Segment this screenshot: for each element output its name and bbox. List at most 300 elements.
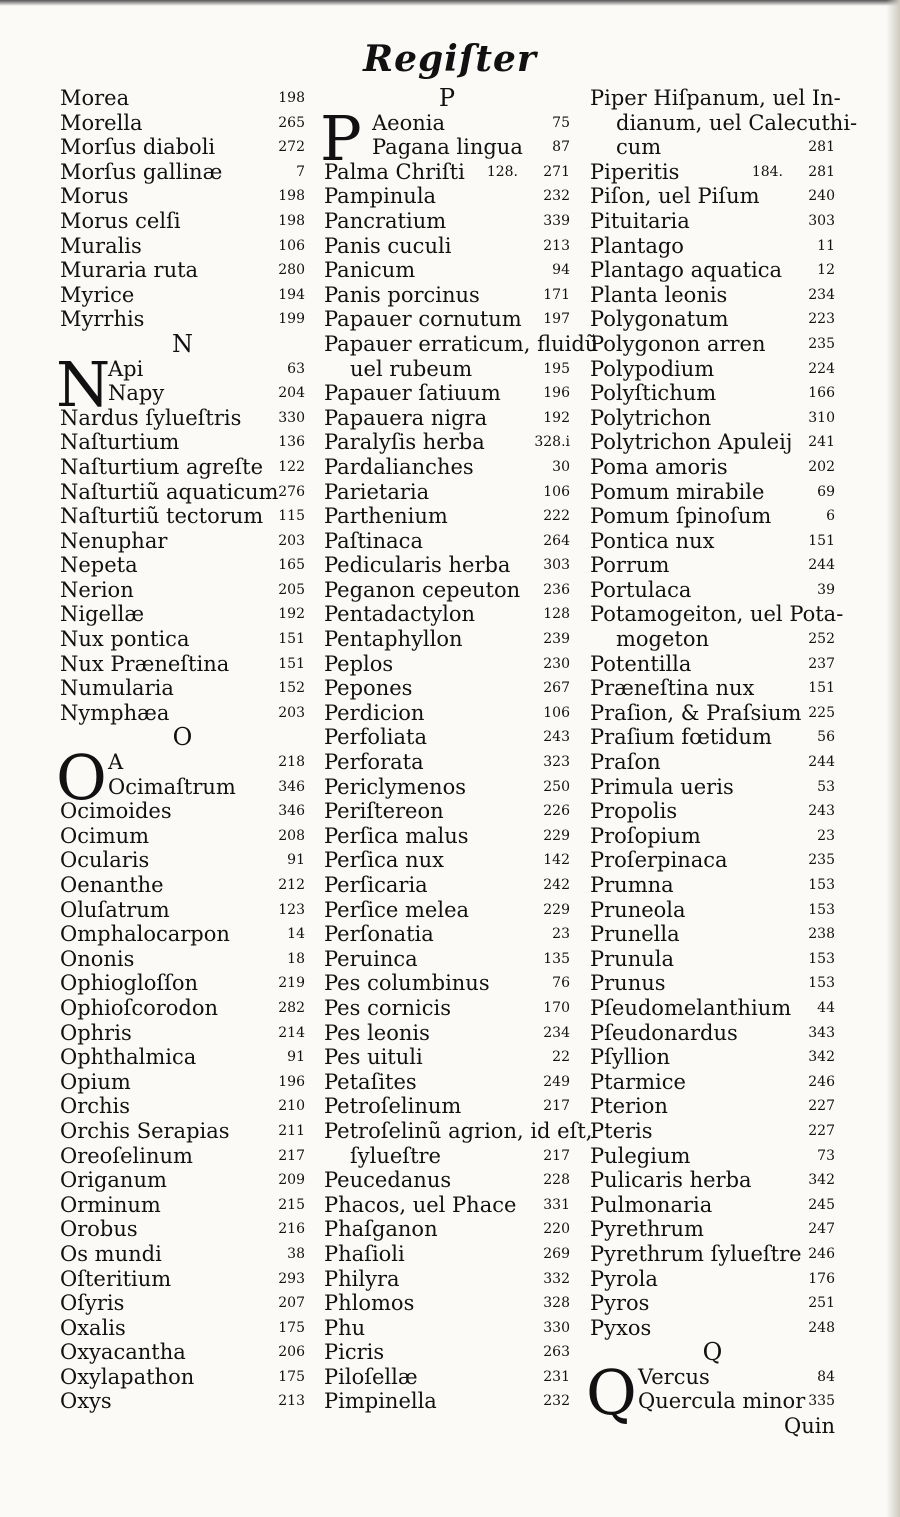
entry-page-number: 196 <box>278 1073 305 1090</box>
index-entry <box>324 504 570 529</box>
entry-name: Poma amoris <box>590 454 728 479</box>
entry-page-number: 203 <box>278 532 305 549</box>
entry-page-number: 230 <box>543 655 570 672</box>
index-entry <box>590 1021 835 1046</box>
index-entry <box>324 553 570 578</box>
index-entry <box>60 160 305 185</box>
entry-name: Oxyacantha <box>60 1340 186 1365</box>
index-entry <box>590 848 835 873</box>
index-entry <box>324 480 570 505</box>
entry-name: Plantago <box>590 233 684 258</box>
index-entry <box>60 1316 305 1341</box>
entry-name: Piſon, uel Piſum <box>590 184 760 209</box>
index-entry <box>60 480 305 505</box>
column-1 <box>56 86 305 1414</box>
entry-name: dianum, uel Calecuthi- <box>616 110 858 135</box>
index-entry <box>590 1217 835 1242</box>
index-entry <box>60 1389 305 1414</box>
index-entry <box>60 971 305 996</box>
entry-name: Prumna <box>590 873 674 897</box>
entry-page-number: 198 <box>278 212 305 229</box>
entry-name: Philyra <box>324 1266 400 1291</box>
entry-name: Morſus gallinæ <box>60 159 223 184</box>
entry-name: Pulegium <box>590 1143 691 1168</box>
index-entry <box>324 1217 570 1242</box>
entry-name: Papauer ſatiuum <box>324 381 501 406</box>
entry-page-number: 232 <box>543 188 570 205</box>
index-entry <box>324 1389 570 1414</box>
index-entry <box>324 529 570 554</box>
entry-page-number: 219 <box>278 975 305 992</box>
index-entry <box>324 1291 570 1316</box>
entry-name: Porrum <box>590 553 670 578</box>
entry-name: Petroſelinum <box>324 1094 462 1119</box>
entry-name: Perſica malus <box>324 823 469 848</box>
index-entry <box>324 922 570 947</box>
index-entry <box>324 357 570 382</box>
entry-page-number: 14 <box>287 926 305 943</box>
entry-name: Parietaria <box>324 479 430 504</box>
index-entry <box>324 898 570 923</box>
index-entry <box>590 234 835 259</box>
entry-name: Orchis <box>60 1094 131 1119</box>
entry-name: Ophiogloſſon <box>60 971 199 996</box>
entry-page-number: 206 <box>278 1344 305 1361</box>
entry-name: Os mundi <box>60 1241 162 1266</box>
index-entry <box>324 307 570 332</box>
entry-name: Pyrethrum <box>590 1217 704 1242</box>
entry-name: Picris <box>324 1340 385 1365</box>
entry-page-number: 342 <box>808 1172 835 1189</box>
index-entry <box>60 627 305 652</box>
entry-page-number: 75 <box>552 114 570 131</box>
entry-page-number: 94 <box>552 262 570 279</box>
entry-page-number: 281 <box>808 163 835 180</box>
drop-cap-p: P <box>320 101 362 175</box>
entry-name: Api <box>108 356 144 381</box>
entry-name: Nux Præneſtina <box>60 651 230 676</box>
entry-page-number: 11 <box>817 237 835 254</box>
entry-name: Panis porcinus <box>324 282 480 307</box>
entry-name: Piloſellæ <box>324 1364 418 1389</box>
index-entry <box>60 406 305 431</box>
index-entry <box>324 799 570 824</box>
entry-page-number: 53 <box>817 778 835 795</box>
index-entry <box>590 283 835 308</box>
entry-page-number: 106 <box>543 704 570 721</box>
index-entry <box>590 480 835 505</box>
entry-page-number: 22 <box>552 1049 570 1066</box>
index-entry <box>324 676 570 701</box>
entry-name: Paſtinaca <box>324 528 423 553</box>
entry-name: Oſteritium <box>60 1266 172 1291</box>
entry-page-number: 197 <box>543 311 570 328</box>
index-entry <box>324 234 570 259</box>
entry-name: Quercula minor <box>638 1389 806 1414</box>
entry-name: Planta leonis <box>590 282 728 307</box>
index-entry <box>590 1144 835 1169</box>
entry-name: Potamogeiton, uel Pota- <box>590 602 844 627</box>
catchword-row <box>590 1414 835 1439</box>
entry-name: Pteris <box>590 1118 653 1143</box>
index-entry <box>60 111 305 136</box>
page-title: Regiſter <box>363 38 537 80</box>
entry-page-number: 263 <box>543 1344 570 1361</box>
entry-page-number: 247 <box>808 1221 835 1238</box>
index-entry <box>324 1242 570 1267</box>
entry-page-number: 44 <box>817 999 835 1016</box>
entry-page-number: 91 <box>287 852 305 869</box>
index-entry <box>324 652 570 677</box>
entry-name: Ptarmice <box>590 1069 686 1094</box>
entry-page-number: 166 <box>808 385 835 402</box>
entry-name: Perforata <box>324 750 424 775</box>
index-entry <box>324 209 570 234</box>
entry-page-number: 153 <box>808 950 835 967</box>
entry-name: mogeton <box>616 627 710 652</box>
index-entry <box>60 1193 305 1218</box>
index-entry <box>324 1267 570 1292</box>
entry-page-number: 123 <box>278 901 305 918</box>
index-entry <box>590 947 835 972</box>
entry-page-number: 204 <box>278 385 305 402</box>
index-entry <box>324 1365 570 1390</box>
index-entry <box>590 455 835 480</box>
page-right-edge <box>886 0 900 1517</box>
entry-page-number: 152 <box>278 680 305 697</box>
index-entry <box>60 283 305 308</box>
entry-page-number: 63 <box>287 360 305 377</box>
entry-page-number: 176 <box>808 1270 835 1287</box>
entry-page-number: 246 <box>808 1245 835 1262</box>
entry-page-number: 224 <box>808 360 835 377</box>
entry-name: Pyrethrum ſylueſtre <box>590 1241 802 1266</box>
index-entry <box>60 234 305 259</box>
index-entry <box>324 824 570 849</box>
entry-page-number: 249 <box>543 1073 570 1090</box>
entry-name: Origanum <box>60 1168 167 1193</box>
entry-name: Peplos <box>324 651 394 676</box>
index-entry <box>324 111 570 136</box>
drop-cap-q: Q <box>586 1355 637 1429</box>
entry-page-number: 328 <box>543 1295 570 1312</box>
entry-name: Morea <box>60 86 130 110</box>
entry-name: Periclymenos <box>324 774 466 799</box>
index-entry <box>324 160 570 185</box>
entry-page-number: 12 <box>817 262 835 279</box>
entry-page-number: 220 <box>543 1221 570 1238</box>
entry-name: Pterion <box>590 1094 668 1119</box>
entry-name: Oxylapathon <box>60 1364 195 1389</box>
index-entry <box>324 1168 570 1193</box>
entry-page-number: 310 <box>808 409 835 426</box>
index-entry <box>590 529 835 554</box>
entry-page-number: 135 <box>543 950 570 967</box>
entry-name: Aeonia <box>372 110 445 135</box>
entry-page-number: 84 <box>817 1368 835 1385</box>
entry-name: Morella <box>60 110 143 135</box>
index-entry <box>60 1291 305 1316</box>
index-entry <box>590 627 835 652</box>
entry-name: Pedicularis herba <box>324 553 511 578</box>
index-entry <box>590 1094 835 1119</box>
entry-page-number: 235 <box>808 335 835 352</box>
index-entry <box>60 307 305 332</box>
index-entry <box>590 160 835 185</box>
index-entry <box>590 406 835 431</box>
index-entry <box>60 1144 305 1169</box>
entry-page-number: 246 <box>808 1073 835 1090</box>
index-entry <box>60 1340 305 1365</box>
entry-name: Ocimaſtrum <box>108 774 236 799</box>
entry-name: Panis cuculi <box>324 233 452 258</box>
entry-page-number: 237 <box>808 655 835 672</box>
entry-name: Polyſtichum <box>590 381 717 406</box>
entry-name: Oxys <box>60 1389 112 1414</box>
entry-name: Polytrichon Apuleij <box>590 430 793 455</box>
entry-name: Myrice <box>60 282 135 307</box>
index-entry <box>590 110 858 136</box>
entry-page-number: 91 <box>287 1049 305 1066</box>
entry-page-number: 198 <box>278 90 305 106</box>
entry-page-number: 242 <box>543 877 570 893</box>
entry-name: Peucedanus <box>324 1168 452 1193</box>
entry-page-number: 151 <box>278 655 305 672</box>
entry-page-number: 282 <box>278 999 305 1016</box>
entry-page-number: 243 <box>543 729 570 746</box>
entry-name: A <box>108 750 124 775</box>
index-entry <box>590 357 835 382</box>
entry-name: Papauer erraticum, fluidũ <box>324 331 599 356</box>
entry-name: Pampinula <box>324 184 437 209</box>
index-entry <box>590 258 835 283</box>
entry-page-number: 293 <box>278 1270 305 1287</box>
entry-page-number: 192 <box>543 409 570 426</box>
index-entry <box>60 1045 305 1070</box>
entry-name: Pſeudonardus <box>590 1020 738 1045</box>
index-entry <box>60 1070 305 1095</box>
entry-page-number: 335 <box>808 1393 835 1410</box>
entry-page-number: 265 <box>278 114 305 131</box>
entry-page-number: 243 <box>808 803 835 820</box>
index-entry <box>60 1119 305 1144</box>
entry-name: Phu <box>324 1315 366 1340</box>
index-entry <box>590 922 835 947</box>
entry-name: Nenuphar <box>60 528 168 553</box>
entry-page-number: 87 <box>552 139 570 156</box>
entry-name: Polypodium <box>590 356 715 381</box>
index-entry <box>324 971 570 996</box>
entry-page-number: 339 <box>543 212 570 229</box>
entry-page-number: 142 <box>543 852 570 869</box>
index-entry <box>590 1267 835 1292</box>
entry-name: Pſeudomelanthium <box>590 995 792 1020</box>
entry-name: Peganon cepeuton <box>324 577 521 602</box>
entry-name: Naſturtium <box>60 430 180 455</box>
entry-page-number: 212 <box>278 877 305 893</box>
index-entry <box>590 676 835 701</box>
entry-page-number: 235 <box>808 852 835 869</box>
index-entry <box>60 1021 305 1046</box>
entry-page-number: 165 <box>278 557 305 574</box>
index-entry <box>324 406 570 431</box>
index-entry <box>324 701 570 726</box>
index-entry <box>590 1193 835 1218</box>
entry-name: Phlomos <box>324 1291 415 1316</box>
entry-name: Nux pontica <box>60 627 190 652</box>
index-entry <box>590 1070 835 1095</box>
entry-name: Proſopium <box>590 823 701 848</box>
index-entry <box>590 775 835 800</box>
entry-page-number: 195 <box>543 360 570 377</box>
entry-page-number: 264 <box>543 532 570 549</box>
index-entry <box>60 898 305 923</box>
index-entry <box>324 1193 570 1218</box>
entry-page-number: 232 <box>543 1393 570 1410</box>
drop-cap-o: O <box>56 741 107 815</box>
index-entry <box>590 553 835 578</box>
entry-name: Vercus <box>638 1364 710 1389</box>
column-3 <box>586 86 858 1439</box>
entry-name: Nardus ſylueſtris <box>60 405 242 430</box>
entry-name: Pyxos <box>590 1315 652 1340</box>
entry-name: Periſtereon <box>324 799 444 824</box>
entry-name: Oluſatrum <box>60 897 170 922</box>
entry-page-number: 171 <box>543 286 570 303</box>
entry-name: Polygonatum <box>590 307 729 332</box>
index-entry <box>590 873 835 898</box>
index-entry <box>324 725 570 750</box>
index-entry <box>60 799 305 824</box>
entry-name: Praſon <box>590 750 661 775</box>
entry-name: Pulicaris herba <box>590 1168 752 1193</box>
index-entry <box>60 430 305 455</box>
index-entry <box>60 602 305 627</box>
entry-name: Pes uituli <box>324 1045 423 1070</box>
entry-name: Prunula <box>590 946 674 971</box>
index-entry <box>590 1365 835 1390</box>
entry-name: Pulmonaria <box>590 1192 713 1217</box>
index-entry <box>60 86 305 111</box>
entry-page-number: 234 <box>808 286 835 303</box>
entry-page-number: 331 <box>543 1196 570 1213</box>
entry-page-number: 244 <box>808 754 835 771</box>
catchword: Quin <box>784 1414 835 1439</box>
entry-name: Paralyſis herba <box>324 430 485 455</box>
entry-name: Nerion <box>60 577 134 602</box>
index-entry <box>590 209 835 234</box>
entry-name: Oenanthe <box>60 873 164 897</box>
entry-page-number: 7 <box>296 163 305 180</box>
entry-page-number: 213 <box>278 1393 305 1410</box>
entry-name: Polygonon arren <box>590 331 766 356</box>
index-entry <box>60 1365 305 1390</box>
entry-page-number: 69 <box>817 483 835 500</box>
index-entry <box>60 1267 305 1292</box>
entry-page-number: 251 <box>808 1295 835 1312</box>
entry-name: Naſturtiũ aquaticum <box>60 479 279 504</box>
entry-page-number: 346 <box>278 803 305 820</box>
index-entry <box>60 1094 305 1119</box>
entry-page-number: 236 <box>543 581 570 598</box>
entry-page-number: 115 <box>278 508 305 525</box>
entry-page-number: 248 <box>808 1319 835 1336</box>
index-entry <box>324 1021 570 1046</box>
index-entry <box>324 996 570 1021</box>
index-entry <box>60 258 305 283</box>
entry-name: Oſyris <box>60 1291 125 1316</box>
entry-page-number: 38 <box>287 1245 305 1262</box>
index-entry <box>324 848 570 873</box>
index-entry <box>60 135 305 160</box>
index-entry <box>590 898 835 923</box>
entry-name: Ophioſcorodon <box>60 995 219 1020</box>
entry-page-number: 269 <box>543 1245 570 1262</box>
entry-page-number: 229 <box>543 827 570 844</box>
entry-page-number-alt: 128. <box>486 163 518 180</box>
entry-name: Propolis <box>590 799 678 824</box>
entry-name: Pentaphyllon <box>324 627 463 652</box>
entry-name: Pyros <box>590 1291 650 1316</box>
entry-name: Pes leonis <box>324 1020 430 1045</box>
entry-page-number: 267 <box>543 680 570 697</box>
column-2 <box>320 84 599 1414</box>
entry-page-number: 214 <box>278 1024 305 1041</box>
index-entry <box>324 455 570 480</box>
entry-page-number: 231 <box>543 1368 570 1385</box>
entry-page-number: 276 <box>278 483 305 500</box>
entry-name: Ocularis <box>60 848 150 873</box>
index-entry <box>590 996 835 1021</box>
index-entry <box>60 209 305 234</box>
entry-name: Numularia <box>60 676 174 701</box>
entry-name: Potentilla <box>590 651 692 676</box>
entry-name: Naſturtium agreſte <box>60 454 264 479</box>
entry-name: Perfoliata <box>324 725 427 750</box>
entry-page-number: 6 <box>826 508 835 525</box>
entry-name: Morſus diaboli <box>60 135 216 160</box>
entry-name: Nymphæa <box>60 700 170 725</box>
entry-page-number: 23 <box>552 926 570 943</box>
entry-page-number: 245 <box>808 1196 835 1213</box>
entry-page-number: 128 <box>543 606 570 623</box>
entry-page-number: 217 <box>543 1098 570 1115</box>
entry-name: Pruneola <box>590 897 686 922</box>
index-entry <box>590 307 835 332</box>
index-entry <box>590 184 835 209</box>
entry-name: Pomum ſpinoſum <box>590 504 772 529</box>
entry-page-number: 211 <box>278 1122 305 1139</box>
entry-page-number: 170 <box>543 999 570 1016</box>
entry-page-number: 151 <box>808 532 835 549</box>
index-entry <box>60 184 305 209</box>
index-entry <box>590 1168 835 1193</box>
entry-page-number: 30 <box>552 458 570 475</box>
entry-name: ſylueſtre <box>350 1143 441 1168</box>
entry-name: Muraria ruta <box>60 258 199 283</box>
entry-name: Petroſelinũ agrion, id eſt, <box>324 1118 593 1143</box>
entry-page-number: 199 <box>278 311 305 328</box>
index-entry <box>60 504 305 529</box>
entry-name: Nigellæ <box>60 602 145 627</box>
entry-page-number: 198 <box>278 188 305 205</box>
index-entry <box>324 1340 570 1365</box>
entry-page-number: 153 <box>808 975 835 992</box>
section-letter-q: Q <box>702 1338 723 1367</box>
index-entry <box>60 529 305 554</box>
entry-name: Proſerpinaca <box>590 848 728 873</box>
entry-name: Pomum mirabile <box>590 479 765 504</box>
